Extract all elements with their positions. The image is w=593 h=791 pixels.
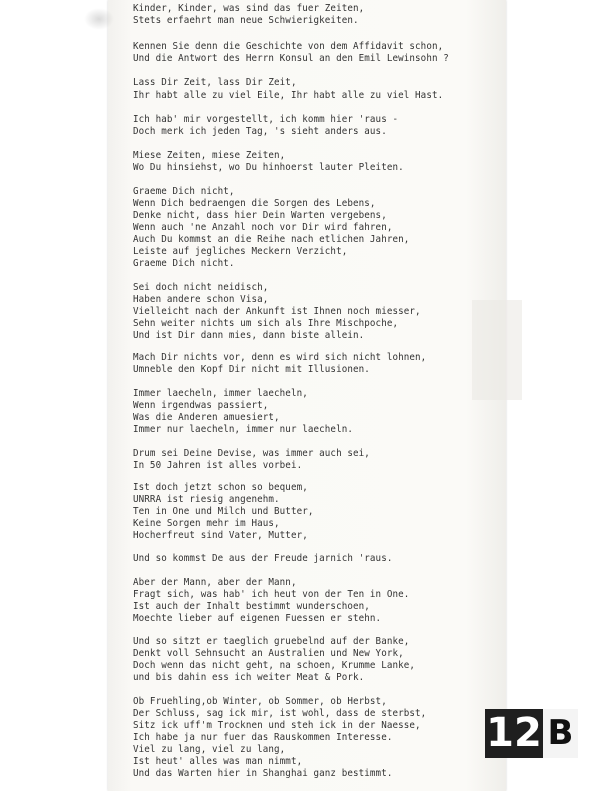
text-line: Der Schluss, sag ick mir, ist wohl, dass de sterbst, [133, 708, 427, 719]
text-line: In 50 Jahren ist alles vorbei. [133, 460, 303, 471]
text-line: und bis dahin ess ich weiter Meat & Pork. [133, 672, 365, 683]
text-line: Graeme Dich nicht, [133, 186, 235, 197]
text-line: Fragt sich, was hab' ich heut von der Ten in One. [133, 589, 410, 600]
text-line: Ob Fruehling,ob Winter, ob Sommer, ob Herbst, [133, 696, 387, 707]
text-line: Und so kommst De aus der Freude jarnich 'raus. [133, 553, 393, 564]
text-line: Aber der Mann, aber der Mann, [133, 577, 297, 588]
text-line: Kinder, Kinder, was sind das fuer Zeiten, [133, 3, 365, 14]
text-line: Moechte lieber auf eigenen Fuessen er stehn. [133, 613, 382, 624]
text-line: Hocherfreut sind Vater, Mutter, [133, 530, 308, 541]
text-line: Graeme Dich nicht. [133, 258, 235, 269]
text-line: UNRRA ist riesig angenehm. [133, 494, 280, 505]
text-line: Umneble den Kopf Dir nicht mit Illusionen. [133, 364, 370, 375]
text-line: Ihr habt alle zu viel Eile, Ihr habt alle zu viel Hast. [133, 90, 444, 101]
text-line: Kennen Sie denn die Geschichte von dem Affidavit schon, [133, 41, 444, 52]
text-line: Stets erfaehrt man neue Schwierigkeiten. [133, 15, 359, 26]
text-line: Lass Dir Zeit, lass Dir Zeit, [133, 77, 297, 88]
text-line: Und so sitzt er taeglich gruebelnd auf der Banke, [133, 636, 410, 647]
text-line: Ist doch jetzt schon so bequem, [133, 482, 308, 493]
text-line: Ist heut' alles was man nimmt, [133, 756, 303, 767]
text-line: Und ist Dir dann mies, dann biste allein. [133, 330, 365, 341]
text-line: Wenn Dich bedraengen die Sorgen des Lebens, [133, 198, 376, 209]
text-line: Doch wenn das nicht geht, na schoen, Krumme Lanke, [133, 660, 416, 671]
page-number-label [485, 709, 578, 758]
text-line: Ten in One und Milch und Butter, [133, 506, 314, 517]
paper-tab [472, 300, 522, 400]
text-line: Sitz ick uff'm Trocknen und steh ick in der Naesse, [133, 720, 421, 731]
page-suffix: B [543, 709, 578, 758]
text-line: Was die Anderen amuesiert, [133, 412, 280, 423]
text-line: Drum sei Deine Devise, was immer auch sei, [133, 448, 370, 459]
text-line: Vielleicht nach der Ankunft ist Ihnen noch miesser, [133, 306, 421, 317]
text-line: Denke nicht, dass hier Dein Warten vergebens, [133, 210, 387, 221]
text-line: Auch Du kommst an die Reihe nach etlichen Jahren, [133, 234, 410, 245]
text-line: Wenn irgendwas passiert, [133, 400, 269, 411]
text-line: Und das Warten hier in Shanghai ganz bestimmt. [133, 768, 393, 779]
text-line: Wenn auch 'ne Anzahl noch vor Dir wird fahren, [133, 222, 393, 233]
text-line: Keine Sorgen mehr im Haus, [133, 518, 280, 529]
text-line: Sehn weiter nichts um sich als Ihre Mischpoche, [133, 318, 399, 329]
text-line: Immer laecheln, immer laecheln, [133, 388, 308, 399]
text-line: Doch merk ich jeden Tag, 's sieht anders aus. [133, 126, 387, 137]
text-line: Mach Dir nichts vor, denn es wird sich nicht lohnen, [133, 352, 427, 363]
page-smudge [84, 8, 114, 30]
text-line: Immer nur laecheln, immer nur laecheln. [133, 424, 354, 435]
text-line: Ist auch der Inhalt bestimmt wunderschoen, [133, 601, 370, 612]
text-line: Ich hab' mir vorgestellt, ich komm hier 'raus - [133, 114, 399, 125]
text-line: Ich habe ja nur fuer das Rauskommen Interesse. [133, 732, 393, 743]
text-line: Und die Antwort des Herrn Konsul an den Emil Lewinsohn ? [133, 53, 449, 64]
text-line: Denkt voll Sehnsucht an Australien und New York, [133, 648, 404, 659]
text-line: Leiste auf jegliches Meckern Verzicht, [133, 246, 348, 257]
text-line: Sei doch nicht neidisch, [133, 282, 269, 293]
text-line: Wo Du hinsiehst, wo Du hinhoerst lauter Pleiten. [133, 162, 404, 173]
text-line: Haben andere schon Visa, [133, 294, 269, 305]
text-line: Miese Zeiten, miese Zeiten, [133, 150, 286, 161]
page-number: 12 [486, 710, 542, 756]
text-line: Viel zu lang, viel zu lang, [133, 744, 286, 755]
